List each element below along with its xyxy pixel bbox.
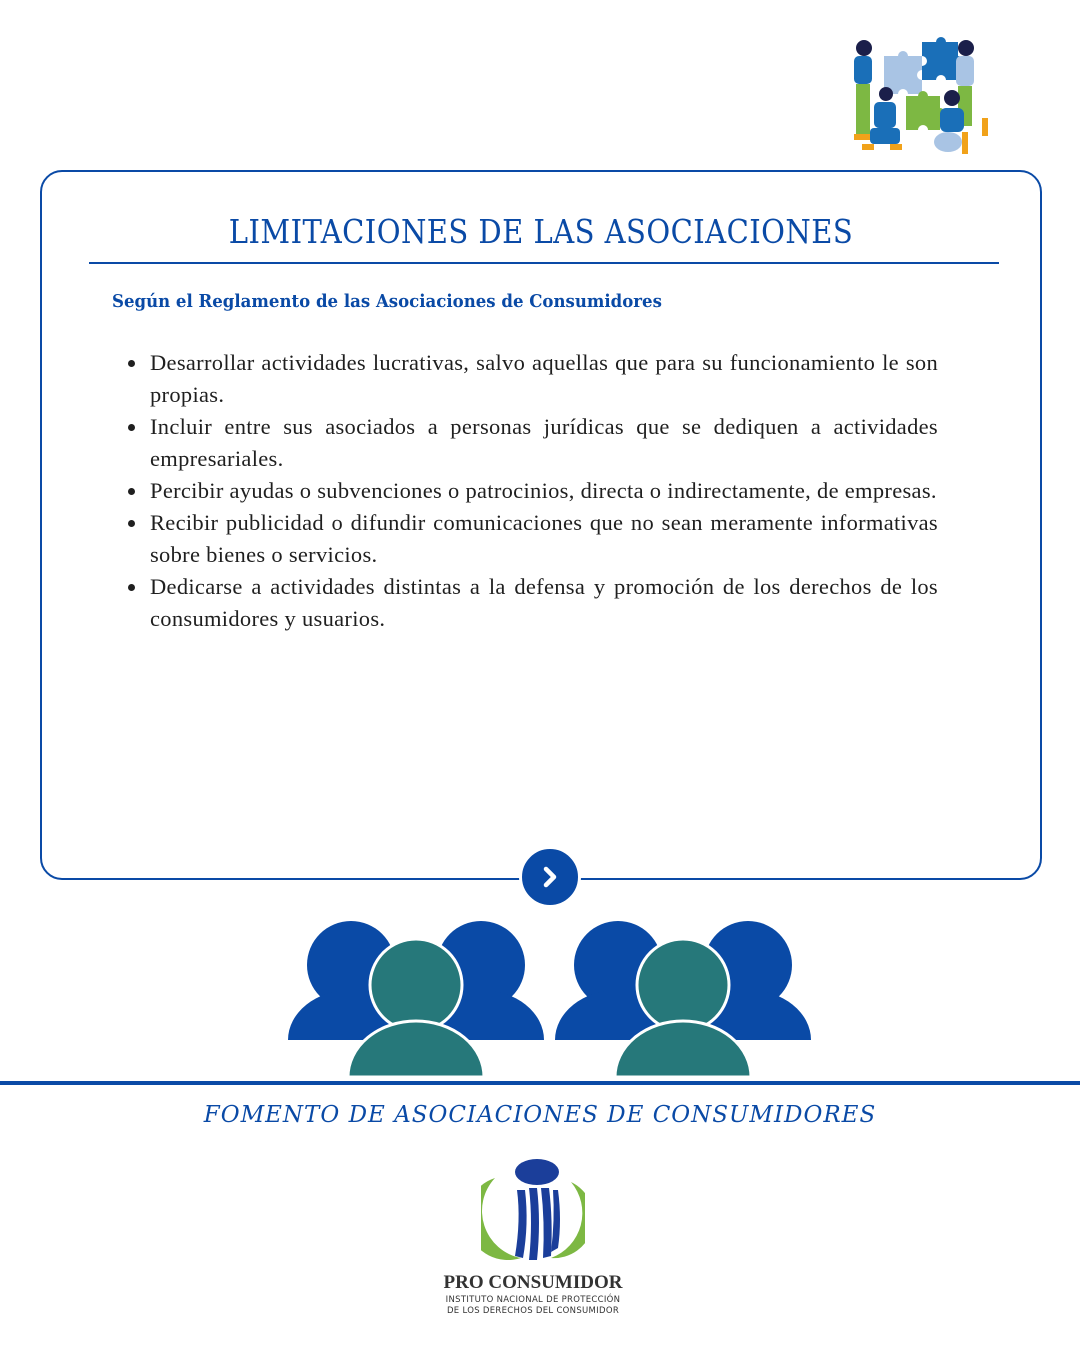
- title-divider: [89, 262, 999, 264]
- footer-divider: [0, 1081, 1080, 1085]
- puzzle-team-illustration: [844, 36, 994, 160]
- list-item: Recibir publicidad o difundir comunicaciones que no sean meramente informativas sobre bienes o servicios.: [150, 507, 938, 571]
- logo-name: PRO CONSUMIDOR: [443, 1272, 623, 1293]
- list-item: Percibir ayudas o subvenciones o patrocinios, directa o indirectamente, de empresas.: [150, 475, 938, 507]
- card-title: LIMITACIONES DE LAS ASOCIACIONES: [228, 212, 854, 251]
- card-subtitle: Según el Reglamento de las Asociaciones de Consumidores: [112, 291, 662, 312]
- chevron-right-icon: [537, 864, 563, 890]
- people-group-icon: [286, 915, 546, 1080]
- logo-subtitle-line1: INSTITUTO NACIONAL DE PROTECCIÓN: [445, 1295, 621, 1305]
- footer-title: FOMENTO DE ASOCIACIONES DE CONSUMIDORES: [203, 1102, 877, 1128]
- people-group-icon: [553, 915, 813, 1080]
- list-item: Incluir entre sus asociados a personas jurídicas que se dediquen a actividades empresariales.: [150, 411, 938, 475]
- limitations-list: [148, 347, 938, 635]
- limitations-card: [40, 170, 1042, 880]
- list-item: Desarrollar actividades lucrativas, salvo aquellas que para su funcionamiento le son propias.: [150, 347, 938, 411]
- pro-consumidor-logo: [481, 1158, 585, 1266]
- list-item: Dedicarse a actividades distintas a la defensa y promoción de los derechos de los consumidores y usuarios.: [150, 571, 938, 635]
- next-button[interactable]: [519, 846, 581, 908]
- logo-subtitle-line2: DE LOS DERECHOS DEL CONSUMIDOR: [446, 1306, 620, 1316]
